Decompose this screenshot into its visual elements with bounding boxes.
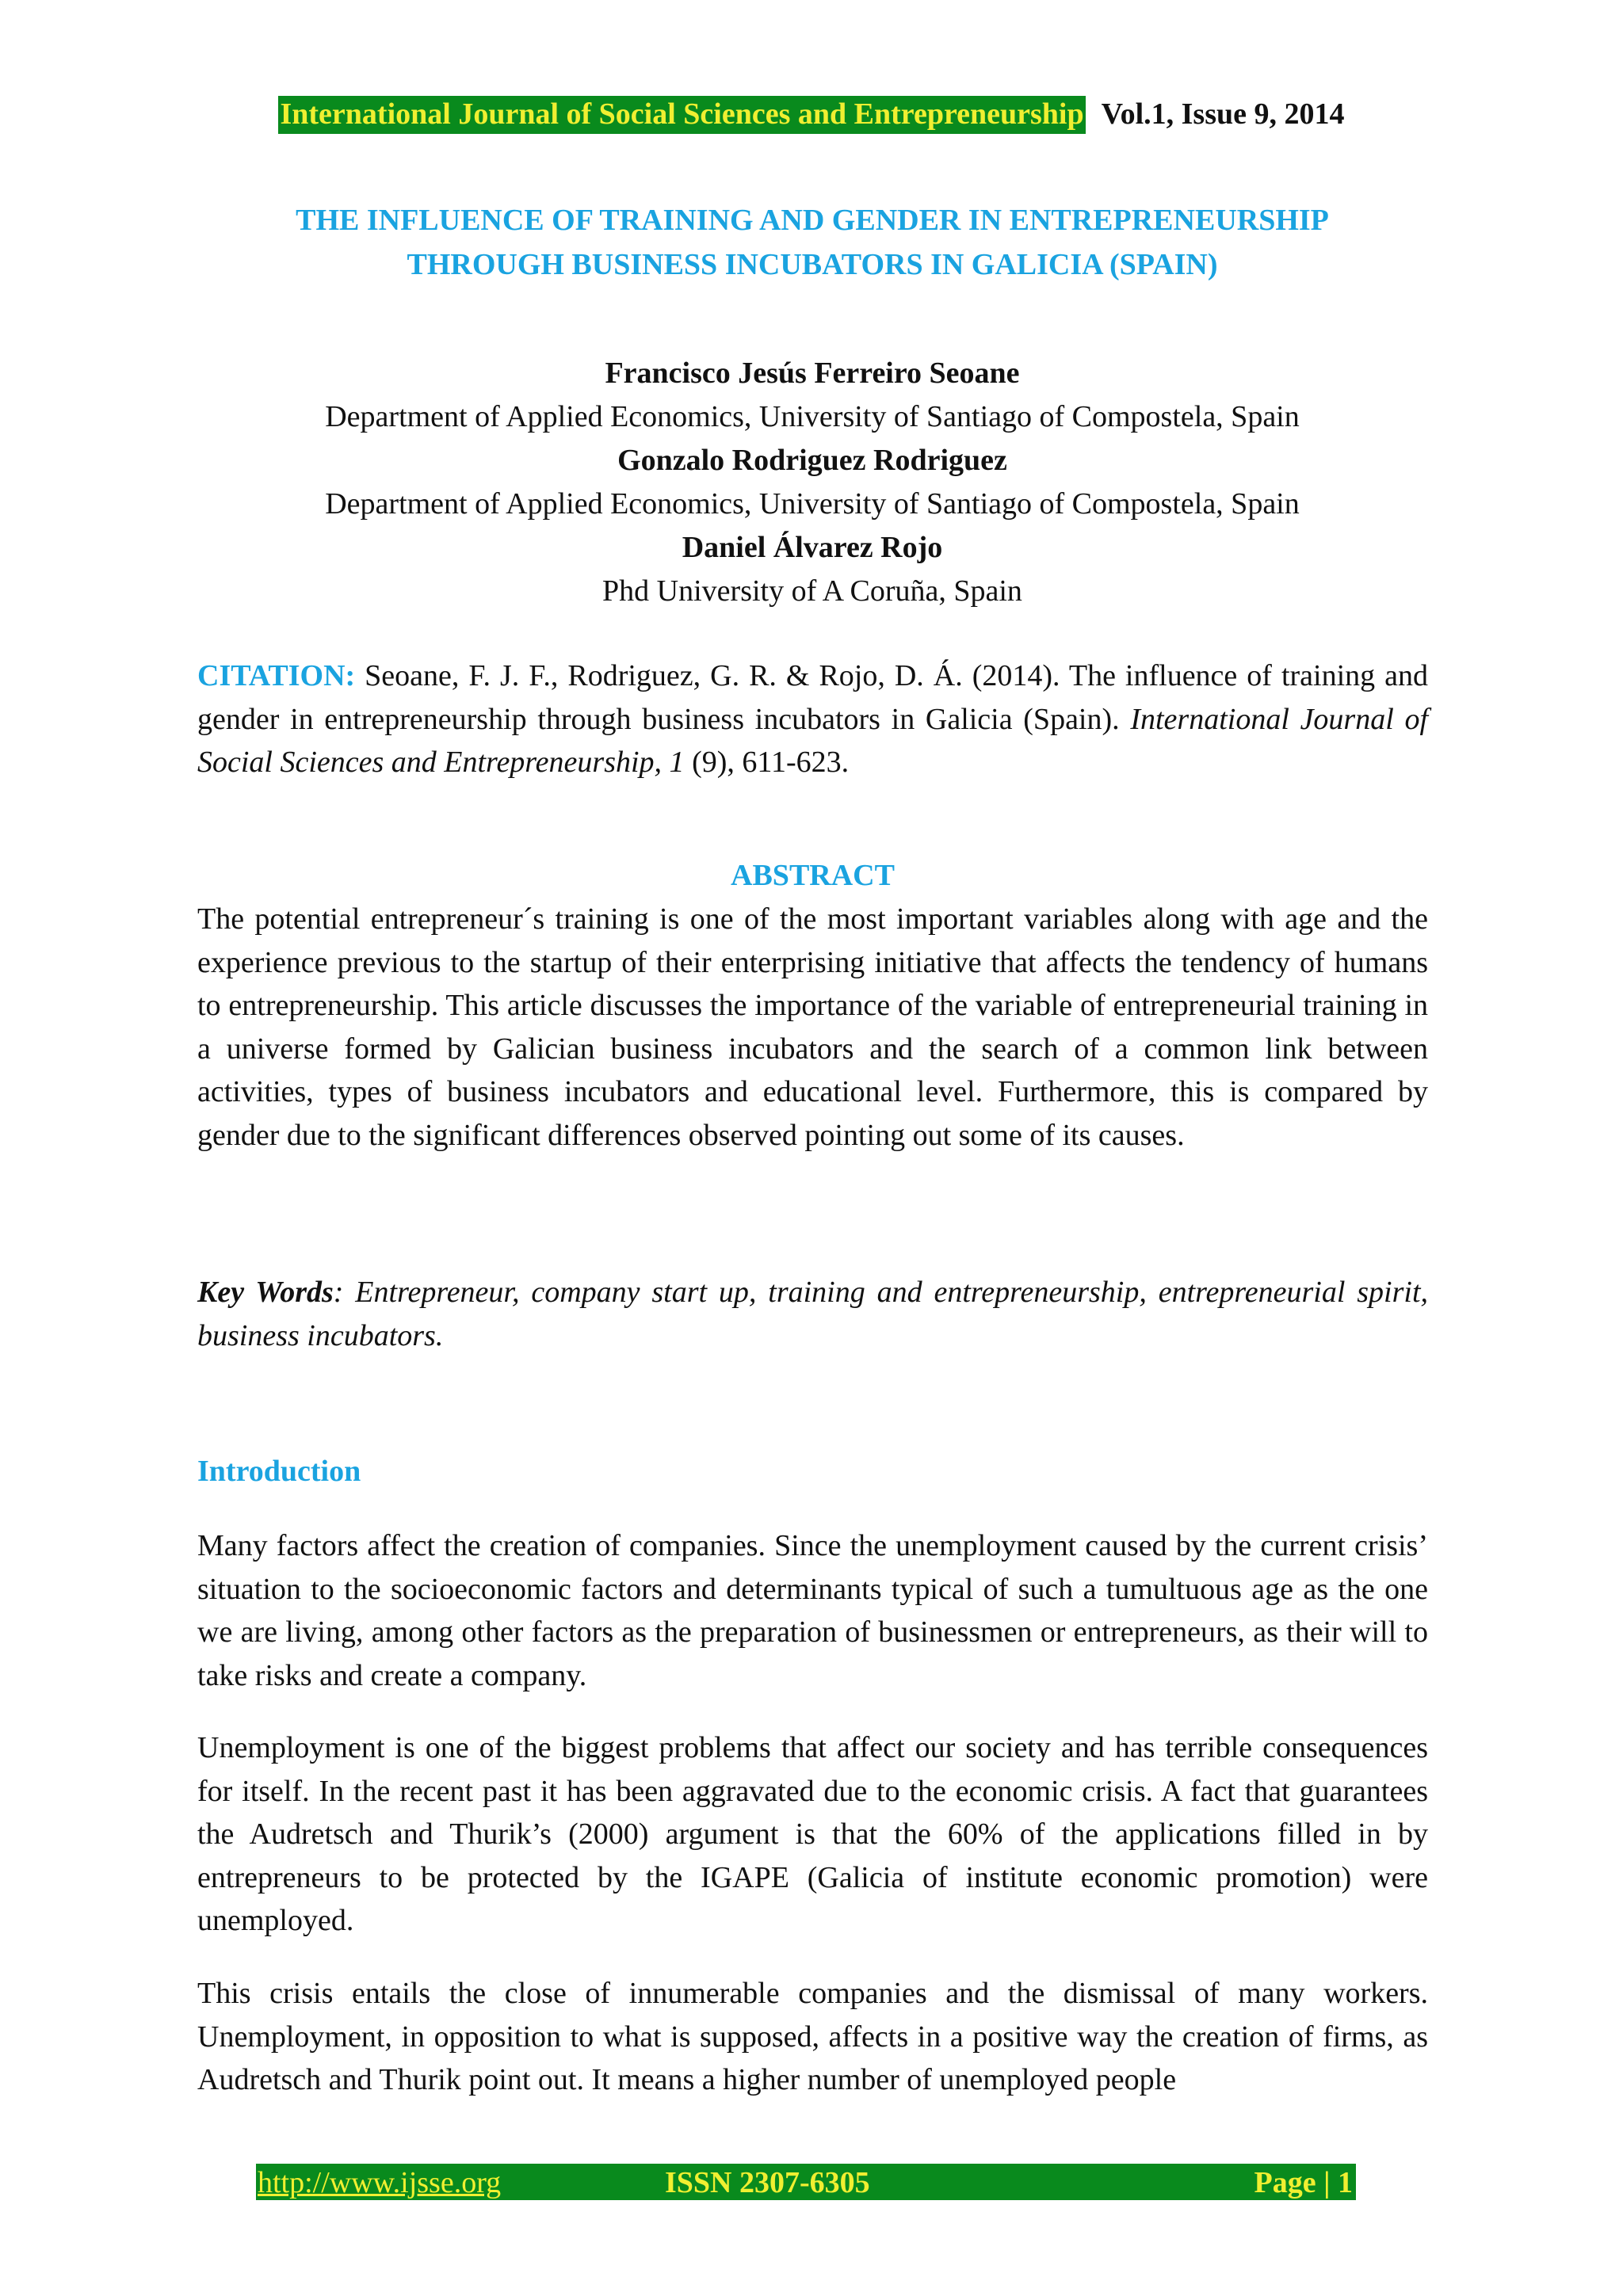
citation-text: Seoane, F. J. F., Rodriguez, G. R. & Rojo, D. Á. (2014). The influence of training and gender in entrepreneurship through business incubators in Galicia (Spain). xyxy=(197,659,1428,736)
journal-url-link[interactable]: http://www.ijsse.org xyxy=(258,2166,502,2199)
journal-name: International Journal of Social Sciences and Entrepreneurship xyxy=(278,96,1085,134)
author-name: Francisco Jesús Ferreiro Seoane xyxy=(605,357,1020,390)
issn: ISSN 2307-6305 xyxy=(665,2166,870,2199)
title-line-1: THE INFLUENCE OF TRAINING AND GENDER IN ENTREPRENEURSHIP xyxy=(296,204,1329,237)
author-block xyxy=(198,352,1426,613)
volume-issue: Vol.1, Issue 9, 2014 xyxy=(1101,97,1345,131)
introduction-heading: Introduction xyxy=(197,1455,361,1488)
citation-tail: (9), 611-623. xyxy=(692,746,850,779)
title-line-2: THROUGH BUSINESS INCUBATORS IN GALICIA (SPAIN) xyxy=(407,248,1218,281)
author-affiliation: Phd University of A Coruña, Spain xyxy=(602,574,1022,608)
citation-block xyxy=(197,654,1428,784)
citation-journal: International Journal of Social Sciences and Entrepreneurship, 1 xyxy=(197,702,1429,779)
paragraph: This crisis entails the close of innumerable companies and the dismissal of many workers. Unemployment, in opposition to what is supposed, affects in a positive way the creation of firms, as Audretsch and Thurik point out. It means a higher number of unemployed people xyxy=(197,1977,1428,2096)
page-footer xyxy=(256,2164,1356,2200)
author-affiliation: Department of Applied Economics, University of Santiago of Compostela, Spain xyxy=(325,400,1300,433)
author-affiliation: Department of Applied Economics, University of Santiago of Compostela, Spain xyxy=(325,487,1300,521)
keywords xyxy=(197,1271,1428,1357)
paper-title xyxy=(198,198,1426,287)
journal-header xyxy=(0,97,1623,132)
paragraph: Many factors affect the creation of companies. Since the unemployment caused by the current crisis’ situation to the socioeconomic factors and determinants typical of such a tumultuous age as the one we are living, among other factors as the preparation of businessmen or entrepreneurs, as their will to take risks and create a company. xyxy=(197,1529,1428,1692)
abstract-text: The potential entrepreneur´s training is one of the most important variables along with age and the experience previous to the startup of their enterprising initiative that affects the tendency of humans to entrepreneurship. This article discusses the importance of the variable of entrepreneurial training in a universe formed by Galician business incubators and the search of a common link between activities, types of business incubators and educational level. Furthermore, this is compared by gender due to the significant differences observed pointing out some of its causes. xyxy=(197,902,1428,1152)
abstract-heading: ABSTRACT xyxy=(731,859,895,892)
keywords-label: Key Words xyxy=(197,1276,334,1309)
author-name: Daniel Álvarez Rojo xyxy=(682,531,943,564)
page-number: Page | 1 xyxy=(1254,2166,1353,2199)
citation-label: CITATION: xyxy=(197,659,356,692)
paragraph: Unemployment is one of the biggest problems that affect our society and has terrible consequences for itself. In the recent past it has been aggravated due to the economic crisis. A fact that guarantees the Audretsch and Thurik’s (2000) argument is that the 60% of the applications filled in by entrepreneurs to be protected by the IGAPE (Galicia of institute economic promotion) were unemployed. xyxy=(197,1731,1428,1937)
author-name: Gonzalo Rodriguez Rodriguez xyxy=(617,444,1007,477)
keywords-text: : Entrepreneur, company start up, training and entrepreneurship, entrepreneurial spirit, business incubators. xyxy=(197,1276,1428,1352)
